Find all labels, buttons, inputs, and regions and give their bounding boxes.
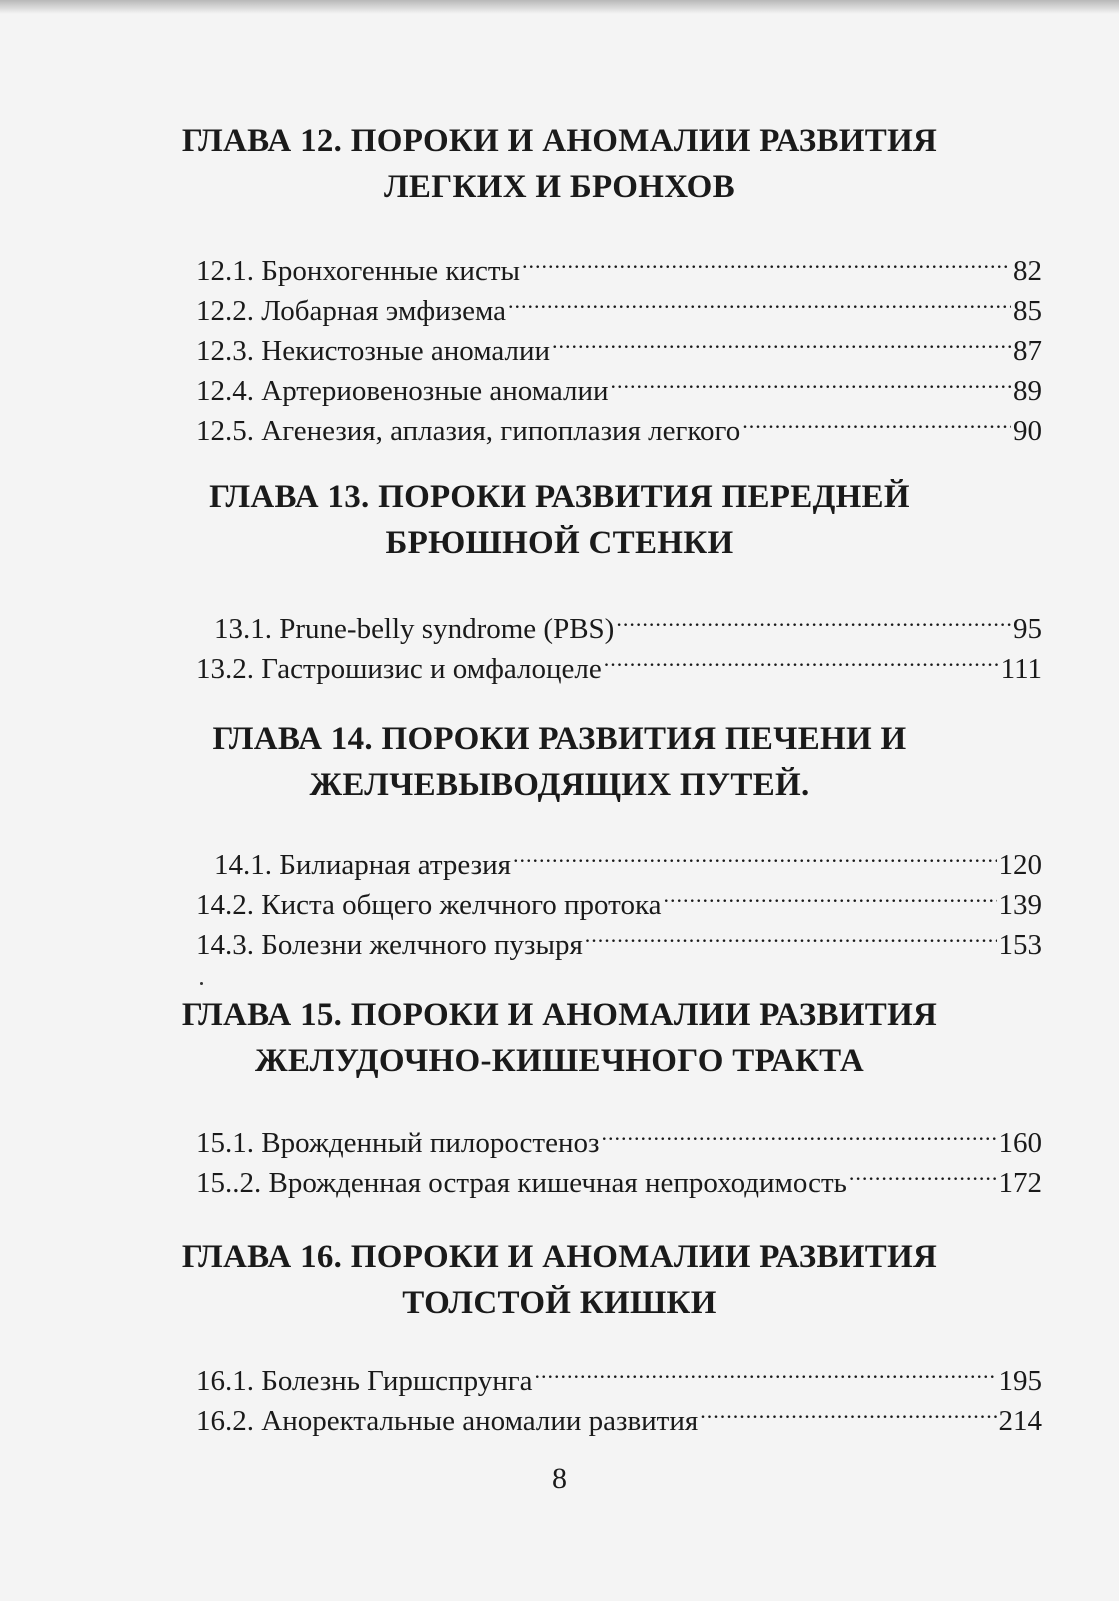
entry-number: 14.3.	[196, 929, 254, 961]
dot-leader	[508, 280, 1011, 320]
entry-number: 13.2.	[196, 653, 254, 685]
page-number: 8	[552, 1462, 567, 1495]
chapter-12-entries	[196, 240, 1042, 447]
entry-title: Аноректальные аномалии развития	[261, 1405, 699, 1437]
dot-leader	[585, 914, 997, 954]
entry-title: Агенезия, аплазия, гипоплазия легкого	[261, 415, 741, 447]
entry-number: 14.2.	[196, 889, 254, 921]
toc-entry[interactable]	[196, 598, 1042, 645]
entry-title: Гастрошизис и омфалоцеле	[261, 653, 602, 685]
entry-page: 95	[1013, 613, 1042, 645]
dot-leader	[742, 400, 1011, 440]
entry-title: Prune-belly syndrome (PBS)	[279, 613, 615, 645]
entry-title: Лобарная эмфизема	[261, 295, 507, 327]
entry-title: Болезнь Гиршспрунга	[261, 1365, 533, 1397]
chapter-heading-line: ЖЕЛУДОЧНО-КИШЕЧНОГО ТРАКТА	[255, 1043, 864, 1079]
dot-leader	[522, 240, 1011, 280]
entry-number: 12.5.	[196, 415, 254, 447]
entry-page: 195	[998, 1365, 1042, 1397]
entry-number: 15..2.	[196, 1167, 262, 1199]
chapter-heading-line: ГЛАВА 16. ПОРОКИ И АНОМАЛИИ РАЗВИТИЯ	[181, 1239, 938, 1275]
entry-page: 214	[998, 1405, 1042, 1437]
entry-page: 111	[1000, 653, 1042, 685]
chapter-heading-line: ЛЕГКИХ И БРОНХОВ	[384, 169, 735, 205]
entry-title: Врожденная острая кишечная непроходимость	[268, 1167, 847, 1199]
entry-title: Бронхогенные кисты	[261, 255, 520, 287]
dot-leader	[611, 360, 1012, 400]
entry-title: Артериовенозные аномалии	[261, 375, 609, 407]
chapter-heading-line: ГЛАВА 14. ПОРОКИ РАЗВИТИЯ ПЕЧЕНИ И	[212, 721, 907, 757]
chapter-heading-line: ЖЕЛЧЕВЫВОДЯЩИХ ПУТЕЙ.	[309, 767, 810, 803]
dot-leader	[604, 638, 999, 678]
entry-title: Киста общего желчного протока	[261, 889, 662, 921]
chapter-12-heading	[0, 118, 1119, 210]
entry-number: 12.2.	[196, 295, 254, 327]
entry-number: 16.2.	[196, 1405, 254, 1437]
chapter-14-heading	[0, 716, 1119, 808]
chapter-15-heading	[0, 992, 1119, 1084]
entry-number: 12.4.	[196, 375, 254, 407]
dot-leader	[849, 1152, 997, 1192]
entry-number: 13.1.	[214, 613, 272, 645]
dot-leader	[616, 598, 1011, 638]
chapter-heading-line: ГЛАВА 13. ПОРОКИ РАЗВИТИЯ ПЕРЕДНЕЙ	[209, 479, 910, 515]
chapter-14-entries	[196, 834, 1042, 961]
scan-speck	[200, 982, 203, 985]
dot-leader	[700, 1390, 996, 1430]
entry-number: 12.3.	[196, 335, 254, 367]
entry-title: Билиарная атрезия	[279, 849, 511, 881]
chapter-heading-line: ГЛАВА 15. ПОРОКИ И АНОМАЛИИ РАЗВИТИЯ	[181, 997, 938, 1033]
entry-number: 12.1.	[196, 255, 254, 287]
chapter-15-entries	[196, 1112, 1042, 1199]
entry-title: Болезни желчного пузыря	[261, 929, 583, 961]
toc-entry[interactable]	[196, 834, 1042, 881]
chapter-16-entries	[196, 1350, 1042, 1437]
entry-page: 89	[1013, 375, 1042, 407]
dot-leader	[534, 1350, 996, 1390]
entry-page: 160	[998, 1127, 1042, 1159]
entry-page: 87	[1013, 335, 1042, 367]
entry-page: 153	[998, 929, 1042, 961]
toc-entry[interactable]	[196, 240, 1042, 287]
chapter-13-heading	[0, 474, 1119, 566]
entry-page: 82	[1013, 255, 1042, 287]
chapter-16-heading	[0, 1234, 1119, 1326]
entry-page: 90	[1013, 415, 1042, 447]
entry-page: 85	[1013, 295, 1042, 327]
chapter-heading-line: БРЮШНОЙ СТЕНКИ	[385, 525, 734, 561]
chapter-heading-line: ТОЛСТОЙ КИШКИ	[402, 1285, 717, 1321]
entry-page: 139	[998, 889, 1042, 921]
dot-leader	[601, 1112, 996, 1152]
entry-number: 16.1.	[196, 1365, 254, 1397]
entry-number: 15.1.	[196, 1127, 254, 1159]
entry-title: Врожденный пилоростеноз	[261, 1127, 600, 1159]
dot-leader	[552, 320, 1011, 360]
chapter-13-entries	[196, 598, 1042, 685]
entry-page: 120	[998, 849, 1042, 881]
entry-number: 14.1.	[214, 849, 272, 881]
chapter-heading-line: ГЛАВА 12. ПОРОКИ И АНОМАЛИИ РАЗВИТИЯ	[181, 123, 938, 159]
toc-entry[interactable]	[196, 1350, 1042, 1397]
dot-leader	[664, 874, 997, 914]
dot-leader	[513, 834, 997, 874]
entry-title: Некистозные аномалии	[261, 335, 551, 367]
toc-entry[interactable]	[196, 1112, 1042, 1159]
entry-page: 172	[998, 1167, 1042, 1199]
